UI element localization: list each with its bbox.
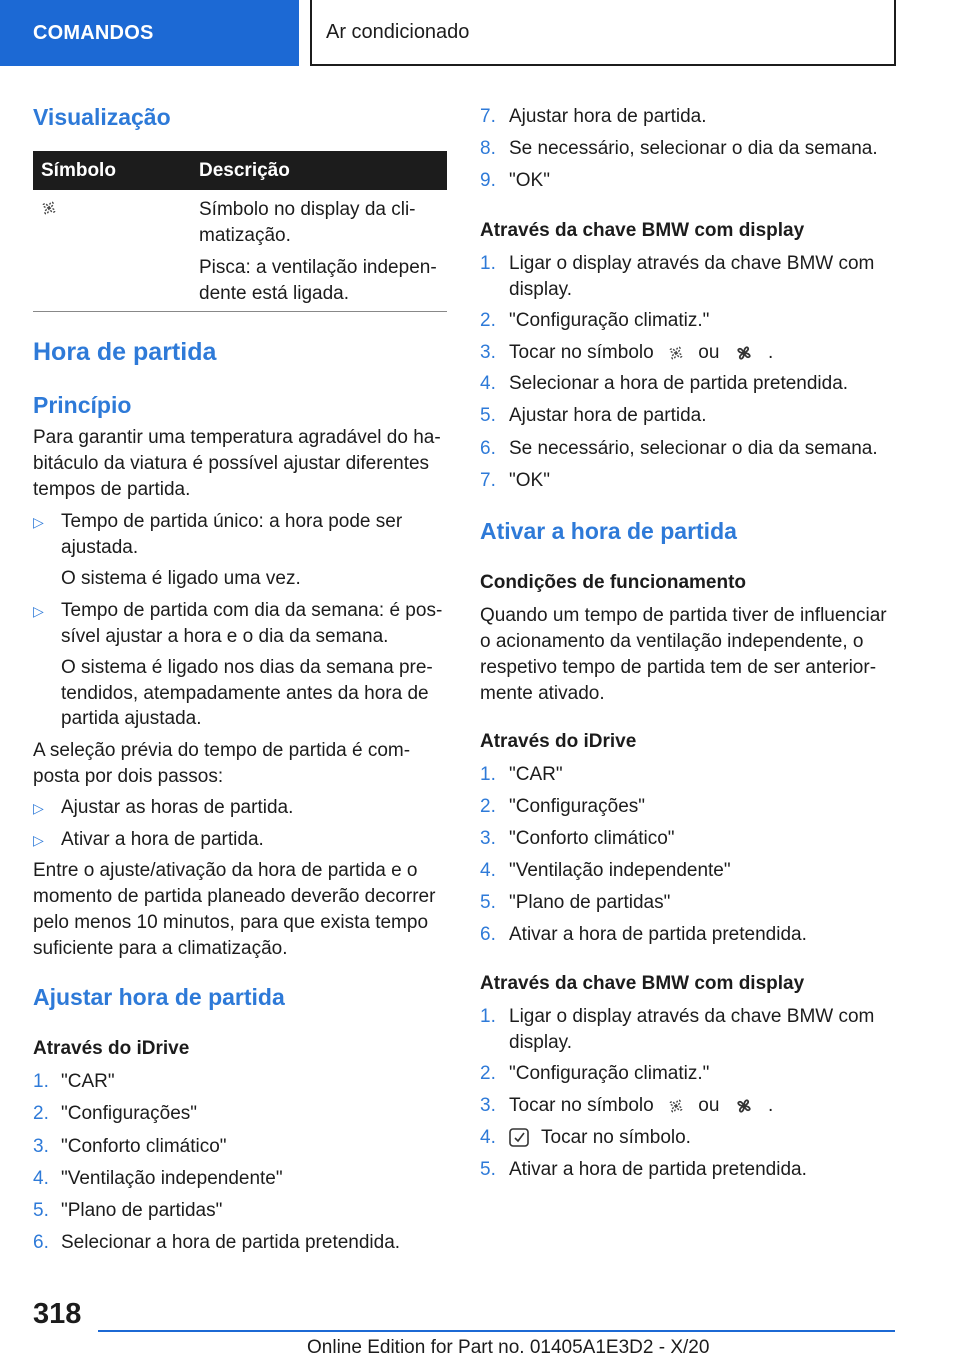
col-desc-header: Descrição <box>199 160 290 181</box>
footer-rule <box>98 1330 895 1332</box>
section-tab <box>0 0 299 66</box>
bullet-note: O sistema é ligado uma vez. <box>61 568 301 589</box>
principio-heading: Princípio <box>33 392 132 418</box>
paragraph-line: mente ativado. <box>480 683 605 704</box>
step-text: Tocar no símbolo. <box>541 1127 691 1148</box>
bullet-triangle-icon: ▷ <box>33 832 44 848</box>
symbol-table-header <box>33 151 447 190</box>
step-text: Se necessário, selecionar o dia da semana. <box>509 438 878 459</box>
or-text: ou <box>698 342 720 363</box>
bullet-line: Ajustar as horas de partida. <box>61 797 294 818</box>
step-text: "Configuração climatiz." <box>509 1063 710 1084</box>
step-number: 2. <box>33 1103 49 1124</box>
step-number: 4. <box>480 373 496 394</box>
step-text: "Conforto climático" <box>61 1136 227 1157</box>
bullet-note: partida ajustada. <box>61 708 202 729</box>
bullet-line: Ativar a hora de partida. <box>61 829 264 850</box>
edition-note: Online Edition for Part no. 01405A1E3D2 - X/20 <box>307 1337 710 1358</box>
step-number: 4. <box>480 860 496 881</box>
step-number: 2. <box>480 796 496 817</box>
step-text: Selecionar a hora de partida pretendida. <box>61 1232 401 1253</box>
step-text: Ajustar hora de partida. <box>509 405 707 426</box>
step-number: 7. <box>480 106 496 127</box>
step-number: 1. <box>480 1006 496 1027</box>
paragraph-line: momento de partida planeado deverão decorrer <box>33 886 436 907</box>
step-text <box>509 1093 773 1119</box>
fan-active-icon <box>735 344 753 362</box>
paragraph-line: respetivo tempo de partida tem de ser anterior- <box>480 657 877 678</box>
step-number: 7. <box>480 470 496 491</box>
key-subheading: Através da chave BMW com display <box>480 973 805 994</box>
step-text: Ajustar hora de partida. <box>509 106 707 127</box>
step-number: 4. <box>480 1127 496 1148</box>
paragraph-line: Quando um tempo de partida tiver de influenciar <box>480 605 887 626</box>
bullet-line: Tempo de partida com dia da semana: é pos- <box>61 600 443 621</box>
bullet-note: O sistema é ligado nos dias da semana pre- <box>61 657 433 678</box>
step-number: 2. <box>480 310 496 331</box>
period-text: . <box>767 342 774 363</box>
period-text: . <box>767 1095 774 1116</box>
step-number: 6. <box>480 438 496 459</box>
step-number: 1. <box>480 253 496 274</box>
step-number: 3. <box>480 1095 496 1116</box>
step-number: 3. <box>480 828 496 849</box>
step-text: Ligar o display através da chave BMW com <box>509 253 875 274</box>
topic-tab <box>310 0 896 66</box>
paragraph-line: Entre o ajuste/ativação da hora de partida e o <box>33 860 418 881</box>
step-number: 3. <box>33 1136 49 1157</box>
step-number: 5. <box>480 892 496 913</box>
step-number: 2. <box>480 1063 496 1084</box>
step-text: Ativar a hora de partida pretendida. <box>509 1159 807 1180</box>
step-text: "Plano de partidas" <box>61 1200 223 1221</box>
condicoes-subheading: Condições de funcionamento <box>480 572 747 593</box>
col-symbol-header: Símbolo <box>41 160 116 181</box>
table-desc-line: Símbolo no display da cli- <box>199 199 416 220</box>
step-number: 5. <box>33 1200 49 1221</box>
step-text: display. <box>509 279 573 300</box>
step-number: 5. <box>480 1159 496 1180</box>
step-text-part: Tocar no símbolo <box>509 342 654 363</box>
ativar-heading: Ativar a hora de partida <box>480 518 737 544</box>
step-text: "Plano de partidas" <box>509 892 671 913</box>
step-text: "CAR" <box>509 764 563 785</box>
fan-icon <box>667 1097 685 1115</box>
hora-heading: Hora de partida <box>33 338 217 366</box>
idrive-subheading: Através do iDrive <box>480 731 637 752</box>
step-number: 9. <box>480 170 496 191</box>
paragraph-line: posta por dois passos: <box>33 766 224 787</box>
bullet-line: ajustada. <box>61 537 139 558</box>
fan-active-icon <box>735 1097 753 1115</box>
step-number: 6. <box>480 924 496 945</box>
step-text: Ativar a hora de partida pretendida. <box>509 924 807 945</box>
fan-icon <box>667 344 685 362</box>
table-desc-line: matização. <box>199 225 291 246</box>
step-text: "OK" <box>509 170 550 191</box>
bullet-note: tendidos, atempadamente antes da hora de <box>61 683 429 704</box>
table-desc-line: Pisca: a ventilação indepen- <box>199 257 437 278</box>
paragraph-line: suficiente para a climatização. <box>33 938 288 959</box>
step-number: 8. <box>480 138 496 159</box>
paragraph-line: A seleção prévia do tempo de partida é com- <box>33 740 411 761</box>
paragraph-line: o acionamento da ventilação independente, o <box>480 631 864 652</box>
step-number: 5. <box>480 405 496 426</box>
bullet-line: sível ajustar a hora e o dia da semana. <box>61 626 389 647</box>
step-text: "Conforto climático" <box>509 828 675 849</box>
step-text: "Configurações" <box>61 1103 198 1124</box>
paragraph-line: pelo menos 10 minutos, para que exista tempo <box>33 912 429 933</box>
step-number: 3. <box>480 342 496 363</box>
step-text: "Ventilação independente" <box>61 1168 283 1189</box>
fan-icon <box>40 199 58 217</box>
bullet-triangle-icon: ▷ <box>33 800 44 816</box>
step-text: Selecionar a hora de partida pretendida. <box>509 373 849 394</box>
section-label: COMANDOS <box>33 21 154 44</box>
paragraph-line: Para garantir uma temperatura agradável do ha- <box>33 427 441 448</box>
page-number: 318 <box>33 1298 82 1330</box>
checkbox-confirm-icon <box>509 1128 531 1148</box>
step-text-part: Tocar no símbolo <box>509 1095 654 1116</box>
table-divider <box>33 311 447 312</box>
topic-label: Ar condicionado <box>326 20 470 43</box>
step-text: "CAR" <box>61 1071 115 1092</box>
table-desc-line: dente está ligada. <box>199 283 350 304</box>
step-text: "Configurações" <box>509 796 646 817</box>
visualizacao-heading: Visualização <box>33 104 171 130</box>
key-subheading: Através da chave BMW com display <box>480 220 805 241</box>
bullet-triangle-icon: ▷ <box>33 603 44 619</box>
idrive-subheading: Através do iDrive <box>33 1038 190 1059</box>
bullet-triangle-icon: ▷ <box>33 514 44 530</box>
step-text: Se necessário, selecionar o dia da semana. <box>509 138 878 159</box>
or-text: ou <box>698 1095 720 1116</box>
step-text: "Configuração climatiz." <box>509 310 710 331</box>
step-text: "Ventilação independente" <box>509 860 731 881</box>
ajustar-heading: Ajustar hora de partida <box>33 984 285 1010</box>
step-text: display. <box>509 1032 573 1053</box>
step-number: 6. <box>33 1232 49 1253</box>
step-text: "OK" <box>509 470 550 491</box>
paragraph-line: bitáculo da viatura é possível ajustar diferentes <box>33 453 430 474</box>
step-number: 4. <box>33 1168 49 1189</box>
paragraph-line: tempos de partida. <box>33 479 191 500</box>
step-text: Ligar o display através da chave BMW com <box>509 1006 875 1027</box>
step-text <box>509 340 773 366</box>
step-number: 1. <box>480 764 496 785</box>
bullet-line: Tempo de partida único: a hora pode ser <box>61 511 403 532</box>
step-number: 1. <box>33 1071 49 1092</box>
